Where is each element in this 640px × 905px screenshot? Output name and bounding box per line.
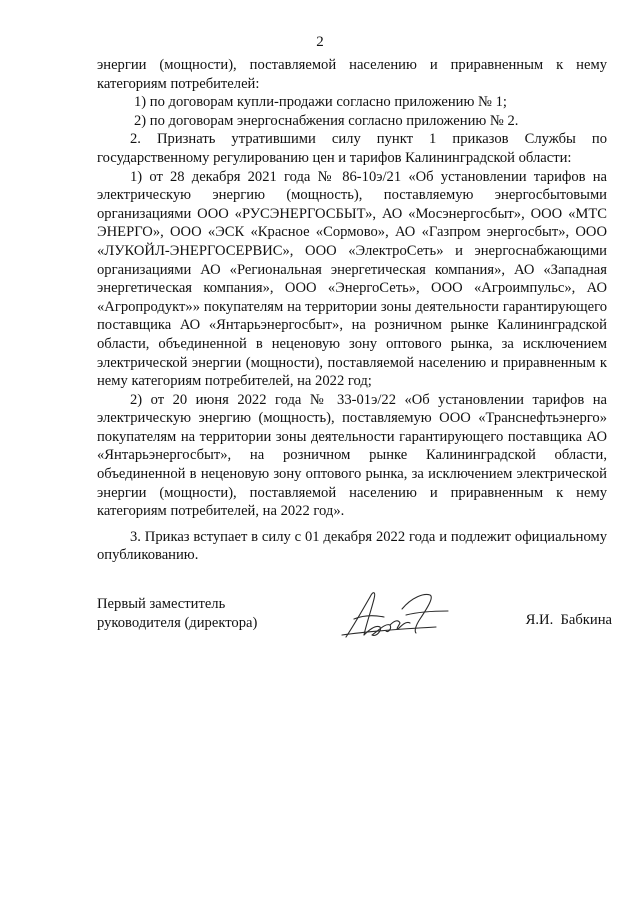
- subitem-2: 2) от 20 июня 2022 года № 33-01э/22 «Об установлении тарифов на электрическую энергию (мощность), поставляемую ООО «Транснефтьэнерго» покупателям на территории зоны деятельности гарантирующего поставщика АО «Янтарьэнергосбыт», на розничном рынке Калининградской области, объединенной в неценовую зону оптового рынка, за исключением электрической энергии (мощности), поставляемой населению и приравненным к нему категориям потребителей, на 2022 год».: [97, 391, 607, 520]
- subitem-1: 1) от 28 декабря 2021 года № 86-10э/21 «Об установлении тарифов на электрическую энергию (мощность), поставляемую энергосбытовыми организациями ООО «РУСЭНЕРГОСБЫТ», АО «Мосэнергосбыт», ООО «МТС ЭНЕРГО», ООО «ЭСК «Красное «Сормово», АО «Газпром энергосбыт», ООО «ЛУКОЙЛ-ЭНЕРГОСЕРВИС», ООО «ЭлектроСеть» и энергоснабжающими организациями АО «Региональная энергетическая компания», АО «Западная энергетическая компания», ООО «ЭнергоСеть», ООО «Агроимпульс», АО «Агропродукт»» покупателям на территории зоны деятельности гарантирующего поставщика АО «Янтарьэнергосбыт», на розничном рынке Калининградской области, объединенной в неценовую зону оптового рынка, за исключением электрической энергии (мощности), поставляемой населению и приравненным к нему категориям потребителей, на 2022 год;: [97, 168, 607, 390]
- page-number: 2: [316, 34, 324, 50]
- list-item-2: 2) по договорам энергоснабжения согласно приложению № 2.: [134, 112, 519, 129]
- signatory-title-line1: Первый заместитель: [97, 596, 226, 612]
- signatory-title-line2: руководителя (директора): [97, 614, 258, 631]
- paragraph-item-3: 3. Приказ вступает в силу с 01 декабря 2022 года и подлежит официальному опубликованию.: [97, 528, 607, 564]
- paragraph-continuation: энергии (мощности), поставляемой населению и приравненным к нему категориям потребителей:: [97, 57, 607, 92]
- signatory-title: [97, 595, 257, 632]
- document-body: [97, 56, 607, 565]
- list-item-1: 1) по договорам купли-продажи согласно приложению № 1;: [134, 94, 507, 111]
- paragraph-item-2: 2. Признать утратившими силу пункт 1 приказов Службы по государственному регулированию цен и тарифов Калининградской области:: [97, 131, 607, 166]
- signatory-name: Я.И. Бабкина: [525, 612, 612, 628]
- handwritten-signature: [340, 585, 452, 643]
- signature-block: [97, 595, 612, 655]
